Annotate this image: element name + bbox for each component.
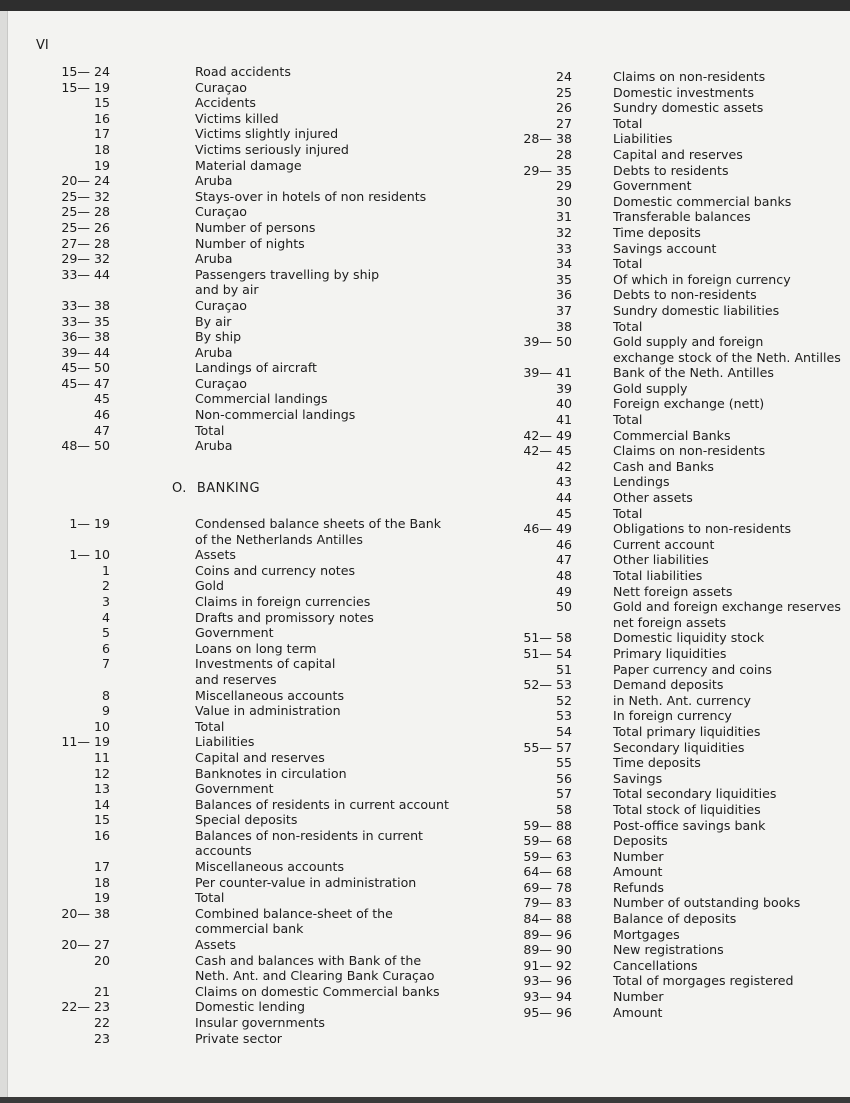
- table-title: Total secondary liquidities: [613, 786, 777, 802]
- table-number: 45— 47: [61, 375, 110, 391]
- table-title: Claims on non-residents: [613, 443, 766, 459]
- table-number: 33— 38: [61, 297, 110, 313]
- table-number: 20: [93, 952, 110, 968]
- table-title: Aruba: [195, 438, 233, 454]
- table-number: 53: [555, 708, 572, 724]
- table-number: 11— 19: [61, 734, 110, 750]
- table-number: 49: [555, 583, 572, 599]
- table-title: Curaçao: [195, 297, 248, 313]
- table-number: 21: [93, 983, 110, 999]
- table-title: Of which in foreign currency: [613, 271, 791, 287]
- table-number: 18: [93, 874, 110, 890]
- table-number: 32: [555, 224, 572, 240]
- table-title: Value in administration: [195, 703, 341, 719]
- table-number: 26: [555, 100, 572, 116]
- table-title: Other liabilities: [613, 552, 709, 568]
- table-number: 31: [555, 209, 572, 225]
- table-title: Private sector: [195, 1030, 282, 1046]
- table-title: Total: [195, 890, 225, 906]
- table-title: Sundry domestic assets: [613, 100, 764, 116]
- table-title: Domestic investments: [613, 84, 755, 100]
- table-title: Government: [613, 178, 692, 194]
- table-title: Lendings: [613, 474, 670, 490]
- table-title: Passengers travelling by ship: [195, 266, 380, 282]
- table-number: 8: [101, 687, 110, 703]
- table-number: 20— 27: [61, 937, 110, 953]
- table-title: Total: [613, 115, 643, 131]
- table-number: 18: [93, 141, 110, 157]
- table-title: Total: [613, 505, 643, 521]
- table-title: Accidents: [195, 95, 256, 111]
- table-title: By ship: [195, 329, 242, 345]
- table-number: 89— 96: [523, 926, 572, 942]
- table-title: Total primary liquidities: [613, 723, 761, 739]
- table-title: Debts to residents: [613, 162, 729, 178]
- table-title: Mortgages: [613, 926, 680, 942]
- table-title: Liabilities: [613, 131, 673, 147]
- table-title: Number: [613, 989, 664, 1005]
- table-title: Bank of the Neth. Antilles: [613, 365, 774, 381]
- table-title: Curaçao: [195, 79, 248, 95]
- table-number: 55: [555, 755, 572, 771]
- table-number: 2: [101, 578, 110, 594]
- table-number: 7: [101, 656, 110, 672]
- table-title: Non-commercial landings: [195, 407, 356, 423]
- table-number: 42— 49: [523, 427, 572, 443]
- table-number: 47: [555, 552, 572, 568]
- table-title: Per counter-value in administration: [195, 874, 417, 890]
- table-title: Number: [613, 848, 664, 864]
- table-number: 41: [555, 412, 572, 428]
- table-number: 84— 88: [523, 911, 572, 927]
- table-title: Gold supply and foreign: [613, 334, 764, 350]
- table-title: Claims in foreign currencies: [195, 593, 371, 609]
- table-number: 17: [93, 126, 110, 142]
- table-number: 25— 28: [61, 204, 110, 220]
- table-title: Time deposits: [613, 224, 701, 240]
- table-title: Number of nights: [195, 235, 305, 251]
- table-number: 4: [101, 609, 110, 625]
- table-title: Aruba: [195, 344, 233, 360]
- table-title: Landings of aircraft: [195, 360, 317, 376]
- page-number: VI: [36, 38, 49, 53]
- table-title: Government: [195, 781, 274, 797]
- table-title: Road accidents: [195, 64, 291, 79]
- table-title: Curaçao: [195, 204, 248, 220]
- table-title: Total: [613, 412, 643, 428]
- table-title: Refunds: [613, 879, 664, 895]
- table-number: 91— 92: [523, 957, 572, 973]
- table-number: 20— 24: [61, 173, 110, 189]
- table-number: 42— 45: [523, 443, 572, 459]
- table-title: Capital and reserves: [195, 749, 325, 765]
- table-number: 57: [555, 786, 572, 802]
- table-number: 19: [93, 890, 110, 906]
- table-title: Condensed balance sheets of the Bank: [195, 516, 442, 531]
- table-number: 48— 50: [61, 438, 110, 454]
- table-title: Foreign exchange (nett): [613, 396, 765, 412]
- table-number: 35: [555, 271, 572, 287]
- table-title: net foreign assets: [613, 614, 727, 630]
- scan-binding-edge: [0, 11, 8, 1103]
- table-number: 52: [555, 692, 572, 708]
- table-number: 54: [555, 723, 572, 739]
- table-title: Total of morgages registered: [613, 973, 794, 989]
- table-title: Paper currency and coins: [613, 661, 772, 677]
- table-title: By air: [195, 313, 232, 329]
- table-number: 51: [555, 661, 572, 677]
- section-heading: [172, 481, 270, 496]
- table-number: 24: [555, 69, 572, 84]
- table-number: 79— 83: [523, 895, 572, 911]
- table-number: 36: [555, 287, 572, 303]
- table-title: Nett foreign assets: [613, 583, 733, 599]
- table-title: Domestic liquidity stock: [613, 630, 765, 646]
- table-title: in Neth. Ant. currency: [613, 692, 751, 708]
- table-number: 56: [555, 770, 572, 786]
- table-number: 48: [555, 568, 572, 583]
- table-title: Neth. Ant. and Clearing Bank Curaçao: [195, 968, 435, 984]
- section-title: BANKING: [196, 481, 261, 496]
- table-title: Total: [613, 256, 643, 272]
- table-number: 46: [555, 536, 572, 552]
- table-title: Balances of non-residents in current: [195, 827, 423, 843]
- table-number: 33: [555, 240, 572, 256]
- table-number: 46— 49: [523, 521, 572, 537]
- table-number: 3: [101, 593, 110, 609]
- table-number: 47: [93, 422, 110, 438]
- table-title: Capital and reserves: [613, 146, 743, 162]
- table-title: Stays-over in hotels of non residents: [195, 188, 427, 204]
- table-title: In foreign currency: [613, 708, 732, 724]
- table-title: Domestic commercial banks: [613, 193, 792, 209]
- table-title: Number of persons: [195, 219, 316, 235]
- table-title: Aruba: [195, 251, 233, 267]
- table-title: Savings account: [613, 240, 717, 256]
- table-number: 15— 19: [61, 79, 110, 95]
- table-title: Number of outstanding books: [613, 895, 801, 911]
- table-title: Claims on non-residents: [613, 69, 766, 84]
- table-number: 1— 10: [69, 547, 110, 563]
- table-number: 44: [555, 490, 572, 506]
- table-number: 52— 53: [523, 677, 572, 693]
- table-number: 50: [555, 599, 572, 615]
- table-number: 38: [555, 318, 572, 334]
- table-number: 16: [93, 827, 110, 843]
- table-number: 20— 38: [61, 905, 110, 921]
- table-number: 28: [555, 146, 572, 162]
- table-number: 1— 19: [69, 516, 110, 531]
- table-number: 22: [93, 1015, 110, 1030]
- table-number: 42: [555, 458, 572, 474]
- table-title: Sundry domestic liabilities: [613, 302, 780, 318]
- table-number: 15: [93, 95, 110, 111]
- table-number: 36— 38: [61, 329, 110, 345]
- table-number: 6: [101, 640, 110, 656]
- table-number: 1: [101, 562, 110, 578]
- table-title: Current account: [613, 536, 715, 552]
- table-title: Banknotes in circulation: [195, 765, 347, 781]
- table-number: 33— 35: [61, 313, 110, 329]
- table-title: Victims slightly injured: [195, 126, 339, 142]
- table-title: Demand deposits: [613, 677, 724, 693]
- table-title: Obligations to non-residents: [613, 521, 792, 537]
- table-title: Miscellaneous accounts: [195, 859, 345, 875]
- table-number: 34: [555, 256, 572, 272]
- table-number: 39: [555, 380, 572, 396]
- table-title: Material damage: [195, 157, 302, 173]
- table-number: 45— 50: [61, 360, 110, 376]
- table-number: 58: [555, 801, 572, 817]
- table-number: 29: [555, 178, 572, 194]
- table-title: Combined balance-sheet of the: [195, 905, 393, 921]
- table-title: Balances of residents in current account: [195, 796, 449, 812]
- table-title: Transferable balances: [613, 209, 751, 225]
- table-title: Gold: [195, 578, 224, 594]
- table-number: 11: [93, 749, 110, 765]
- table-number: 29— 32: [61, 251, 110, 267]
- table-number: 16: [93, 110, 110, 126]
- table-number: 45: [555, 505, 572, 521]
- table-title: Government: [195, 625, 274, 641]
- table-number: 59— 63: [523, 848, 572, 864]
- table-title: Other assets: [613, 490, 693, 506]
- table-number: 25— 26: [61, 219, 110, 235]
- table-number: 39— 44: [61, 344, 110, 360]
- table-number: 23: [93, 1030, 110, 1046]
- table-title: Total: [195, 422, 225, 438]
- table-title: Secondary liquidities: [613, 739, 745, 755]
- table-number: 55— 57: [523, 739, 572, 755]
- table-number: 43: [555, 474, 572, 490]
- table-number: 33— 44: [61, 266, 110, 282]
- table-title: Amount: [613, 1004, 663, 1020]
- table-number: 37: [555, 302, 572, 318]
- section-letter: O.: [172, 481, 187, 496]
- table-title: Primary liquidities: [613, 645, 727, 661]
- table-number: 10: [93, 718, 110, 734]
- table-title: Drafts and promissory notes: [195, 609, 374, 625]
- table-title: Time deposits: [613, 755, 701, 771]
- table-title: Cash and Banks: [613, 458, 714, 474]
- table-number: 51— 58: [523, 630, 572, 646]
- table-number: 93— 94: [523, 989, 572, 1005]
- table-title: Coins and currency notes: [195, 562, 356, 578]
- table-title: Total stock of liquidities: [613, 801, 761, 817]
- table-title: Assets: [195, 937, 236, 953]
- table-title: accounts: [195, 843, 252, 859]
- scan-top-edge: [0, 0, 850, 11]
- table-number: 59— 88: [523, 817, 572, 833]
- table-title: exchange stock of the Neth. Antilles: [613, 349, 841, 365]
- table-title: Victims seriously injured: [195, 141, 349, 157]
- table-title: Miscellaneous accounts: [195, 687, 345, 703]
- table-title: Total: [613, 318, 643, 334]
- table-title: and by air: [195, 282, 259, 298]
- table-title: Commercial Banks: [613, 427, 731, 443]
- table-title: Savings: [613, 770, 663, 786]
- table-number: 27: [555, 115, 572, 131]
- table-number: 39— 41: [523, 365, 572, 381]
- table-number: 22— 23: [61, 999, 110, 1015]
- table-number: 45: [93, 391, 110, 407]
- table-title: Victims killed: [195, 110, 279, 126]
- table-title: Debts to non-residents: [613, 287, 757, 303]
- table-title: Curaçao: [195, 375, 248, 391]
- table-number: 25: [555, 84, 572, 100]
- table-number: 17: [93, 859, 110, 875]
- table-number: 5: [101, 625, 110, 641]
- table-number: 59— 68: [523, 833, 572, 849]
- table-title: Claims on domestic Commercial banks: [195, 983, 440, 999]
- table-title: and reserves: [195, 671, 277, 687]
- table-title: Amount: [613, 864, 663, 880]
- table-title: New registrations: [613, 942, 724, 958]
- table-number: 46: [93, 407, 110, 423]
- table-number: 28— 38: [523, 131, 572, 147]
- table-title: Cash and balances with Bank of the: [195, 952, 422, 968]
- table-number: 14: [93, 796, 110, 812]
- table-number: 15: [93, 812, 110, 828]
- table-title: of the Netherlands Antilles: [195, 531, 363, 547]
- table-number: 64— 68: [523, 864, 572, 880]
- table-title: Post-office savings bank: [613, 817, 766, 833]
- table-number: 13: [93, 781, 110, 797]
- table-title: Total: [195, 718, 225, 734]
- table-title: Cancellations: [613, 957, 698, 973]
- table-number: 19: [93, 157, 110, 173]
- table-number: 27— 28: [61, 235, 110, 251]
- table-title: Investments of capital: [195, 656, 336, 672]
- table-number: 69— 78: [523, 879, 572, 895]
- table-title: Total liabilities: [613, 568, 703, 583]
- table-title: Liabilities: [195, 734, 255, 750]
- table-title: Assets: [195, 547, 236, 563]
- table-title: commercial bank: [195, 921, 304, 937]
- table-number: 29— 35: [523, 162, 572, 178]
- table-title: Commercial landings: [195, 391, 328, 407]
- table-number: 12: [93, 765, 110, 781]
- table-title: Gold supply: [613, 380, 688, 396]
- table-number: 93— 96: [523, 973, 572, 989]
- table-title: Balance of deposits: [613, 911, 737, 927]
- table-number: 25— 32: [61, 188, 110, 204]
- scan-bottom-edge: [0, 1097, 850, 1103]
- table-number: 39— 50: [523, 334, 572, 350]
- table-title: Deposits: [613, 833, 668, 849]
- table-title: Domestic lending: [195, 999, 306, 1015]
- table-title: Insular governments: [195, 1015, 325, 1030]
- table-number: 15— 24: [61, 64, 110, 79]
- table-number: 89— 90: [523, 942, 572, 958]
- table-number: 51— 54: [523, 645, 572, 661]
- table-number: 40: [555, 396, 572, 412]
- table-number: 30: [555, 193, 572, 209]
- table-number: 95— 96: [523, 1004, 572, 1020]
- table-title: Loans on long term: [195, 640, 317, 656]
- table-title: Aruba: [195, 173, 233, 189]
- table-number: 9: [101, 703, 110, 719]
- table-title: Gold and foreign exchange reserves: [613, 599, 841, 615]
- table-title: Special deposits: [195, 812, 298, 828]
